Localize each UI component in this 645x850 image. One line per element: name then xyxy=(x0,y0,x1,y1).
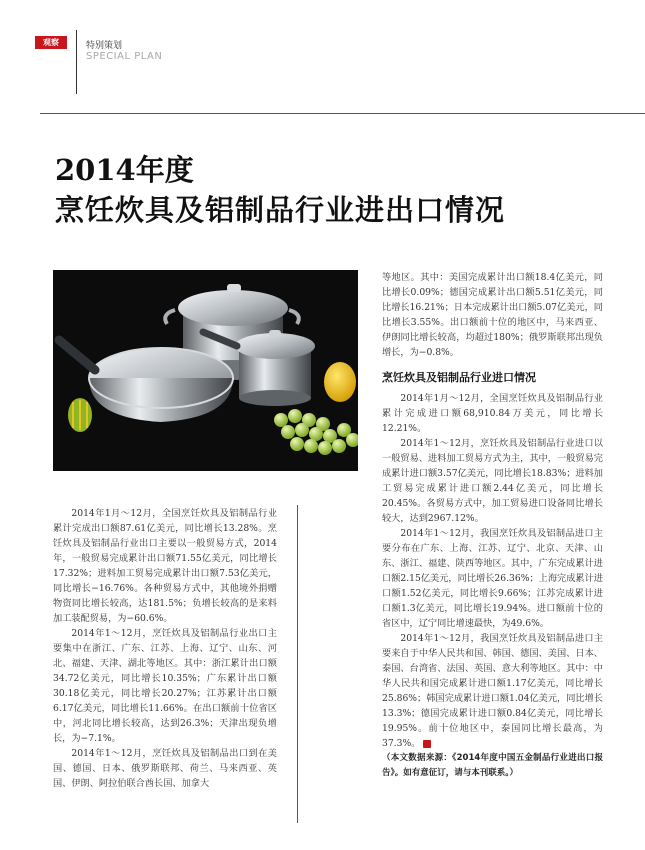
cookware-illustration xyxy=(53,270,358,471)
paragraph: 2014年1～12月，烹饪炊具及铝制品出口到在美国、德国、日本、俄罗斯联邦、荷兰、马来西亚、英国、伊朗、阿拉伯联合酋长国、加拿大 xyxy=(53,748,277,789)
article-column-2 xyxy=(382,270,603,781)
column-divider xyxy=(297,505,298,823)
header-divider xyxy=(76,30,77,94)
article-column-1 xyxy=(53,506,277,791)
paragraph: 2014年1月～12月，全国烹饪炊具及铝制品行业累计完成出口额87.61亿美元，同比增长13.28%。烹饪炊具及铝制品行业出口主要以一般贸易方式，2014年，一般贸易完成累计出口额71.55亿美元，同比增长17.32%；进料加工贸易完成累计出口额7.53亿美元，同比增长−16.76%。各种贸易方式中，其他境外捐赠物资同比增长较高，达181.5%；负增长较高的是来料加工装配贸易，为−60.6%。 xyxy=(53,508,277,624)
paragraph: 等地区。其中：美国完成累计出口额18.4亿美元，同比增长0.09%；德国完成累计出口额5.51亿美元，同比增长16.21%；日本完成累计出口额5.07亿美元，同比增长3.55%。出口额前十位的地区中，马来西亚、伊朗同比增长较高，均超过180%；俄罗斯联邦出现负增长，为−0.8%。 xyxy=(382,272,603,358)
header-rule xyxy=(40,113,645,114)
data-source-note: （本文数据来源：《2014年度中国五金制品行业进出口报告》。如有意征订，请与本刊联系。） xyxy=(382,753,603,778)
paragraph-text: 2014年1～12月，我国烹饪炊具及铝制品进口主要来自于中华人民共和国、韩国、德国、美国、日本、泰国、台湾省、法国、英国、意大利等地区。其中：中华人民共和国完成累计进口额1.17亿美元，同比增长25.86%；韩国完成累计进口额1.04亿美元，同比增长13.3%；德国完成累计进口额0.84亿美元，同比增长19.95%。前十位地区中，泰国同比增长最高，为37.3%。 xyxy=(382,633,603,749)
article-title-line2: 烹饪炊具及铝制品行业进出口情况 xyxy=(55,193,506,227)
article-title-line1: 2014年度 xyxy=(55,153,194,187)
end-mark-icon xyxy=(423,740,431,748)
section-title-en: SPECIAL PLAN xyxy=(86,51,163,62)
section-title-cn: 特别策划 xyxy=(86,41,123,51)
cookware-photo xyxy=(53,270,358,471)
section-tag: 观察 xyxy=(35,36,67,49)
paragraph: 2014年1～12月，我国烹饪炊具及铝制品进口主要分布在广东、上海、江苏、辽宁、北京、天津、山东、浙江、福建、陕西等地区。其中，广东完成累计进口额2.15亿美元，同比增长26.36%；上海完成累计进口额1.52亿美元，同比增长9.66%；江苏完成累计进口额1.3亿美元，同比增长19.94%。进口额前十位的省区中，辽宁同比增速最快，为49.6%。 xyxy=(382,528,603,629)
paragraph xyxy=(382,631,603,751)
paragraph: 2014年1～12月，烹饪炊具及铝制品行业进口以一般贸易、进料加工贸易方式为主，其中，一般贸易完成累计进口额3.57亿美元，同比增长18.83%；进料加工贸易完成累计进口额2.44亿美元，同比增长20.45%。各贸易方式中，加工贸易进口设备同比增长较大，达到2967.12%。 xyxy=(382,438,603,524)
paragraph: 2014年1～12月，烹饪炊具及铝制品行业出口主要集中在浙江、广东、江苏、上海、辽宁、山东、河北、福建、天津、湖北等地区。其中：浙江累计出口额34.72亿美元，同比增长10.35%；广东累计出口额30.18亿美元，同比增长20.27%；江苏累计出口额6.17亿美元，同比增长11.66%。在出口额前十位省区中，河北同比增长较高，达到26.3%；天津出现负增长，为−7.1%。 xyxy=(53,628,277,744)
paragraph: 2014年1月～12月，全国烹饪炊具及铝制品行业累计完成进口额68,910.84万美元，同比增长12.21%。 xyxy=(382,393,603,434)
section-subheading: 烹饪炊具及铝制品行业进口情况 xyxy=(382,371,536,384)
